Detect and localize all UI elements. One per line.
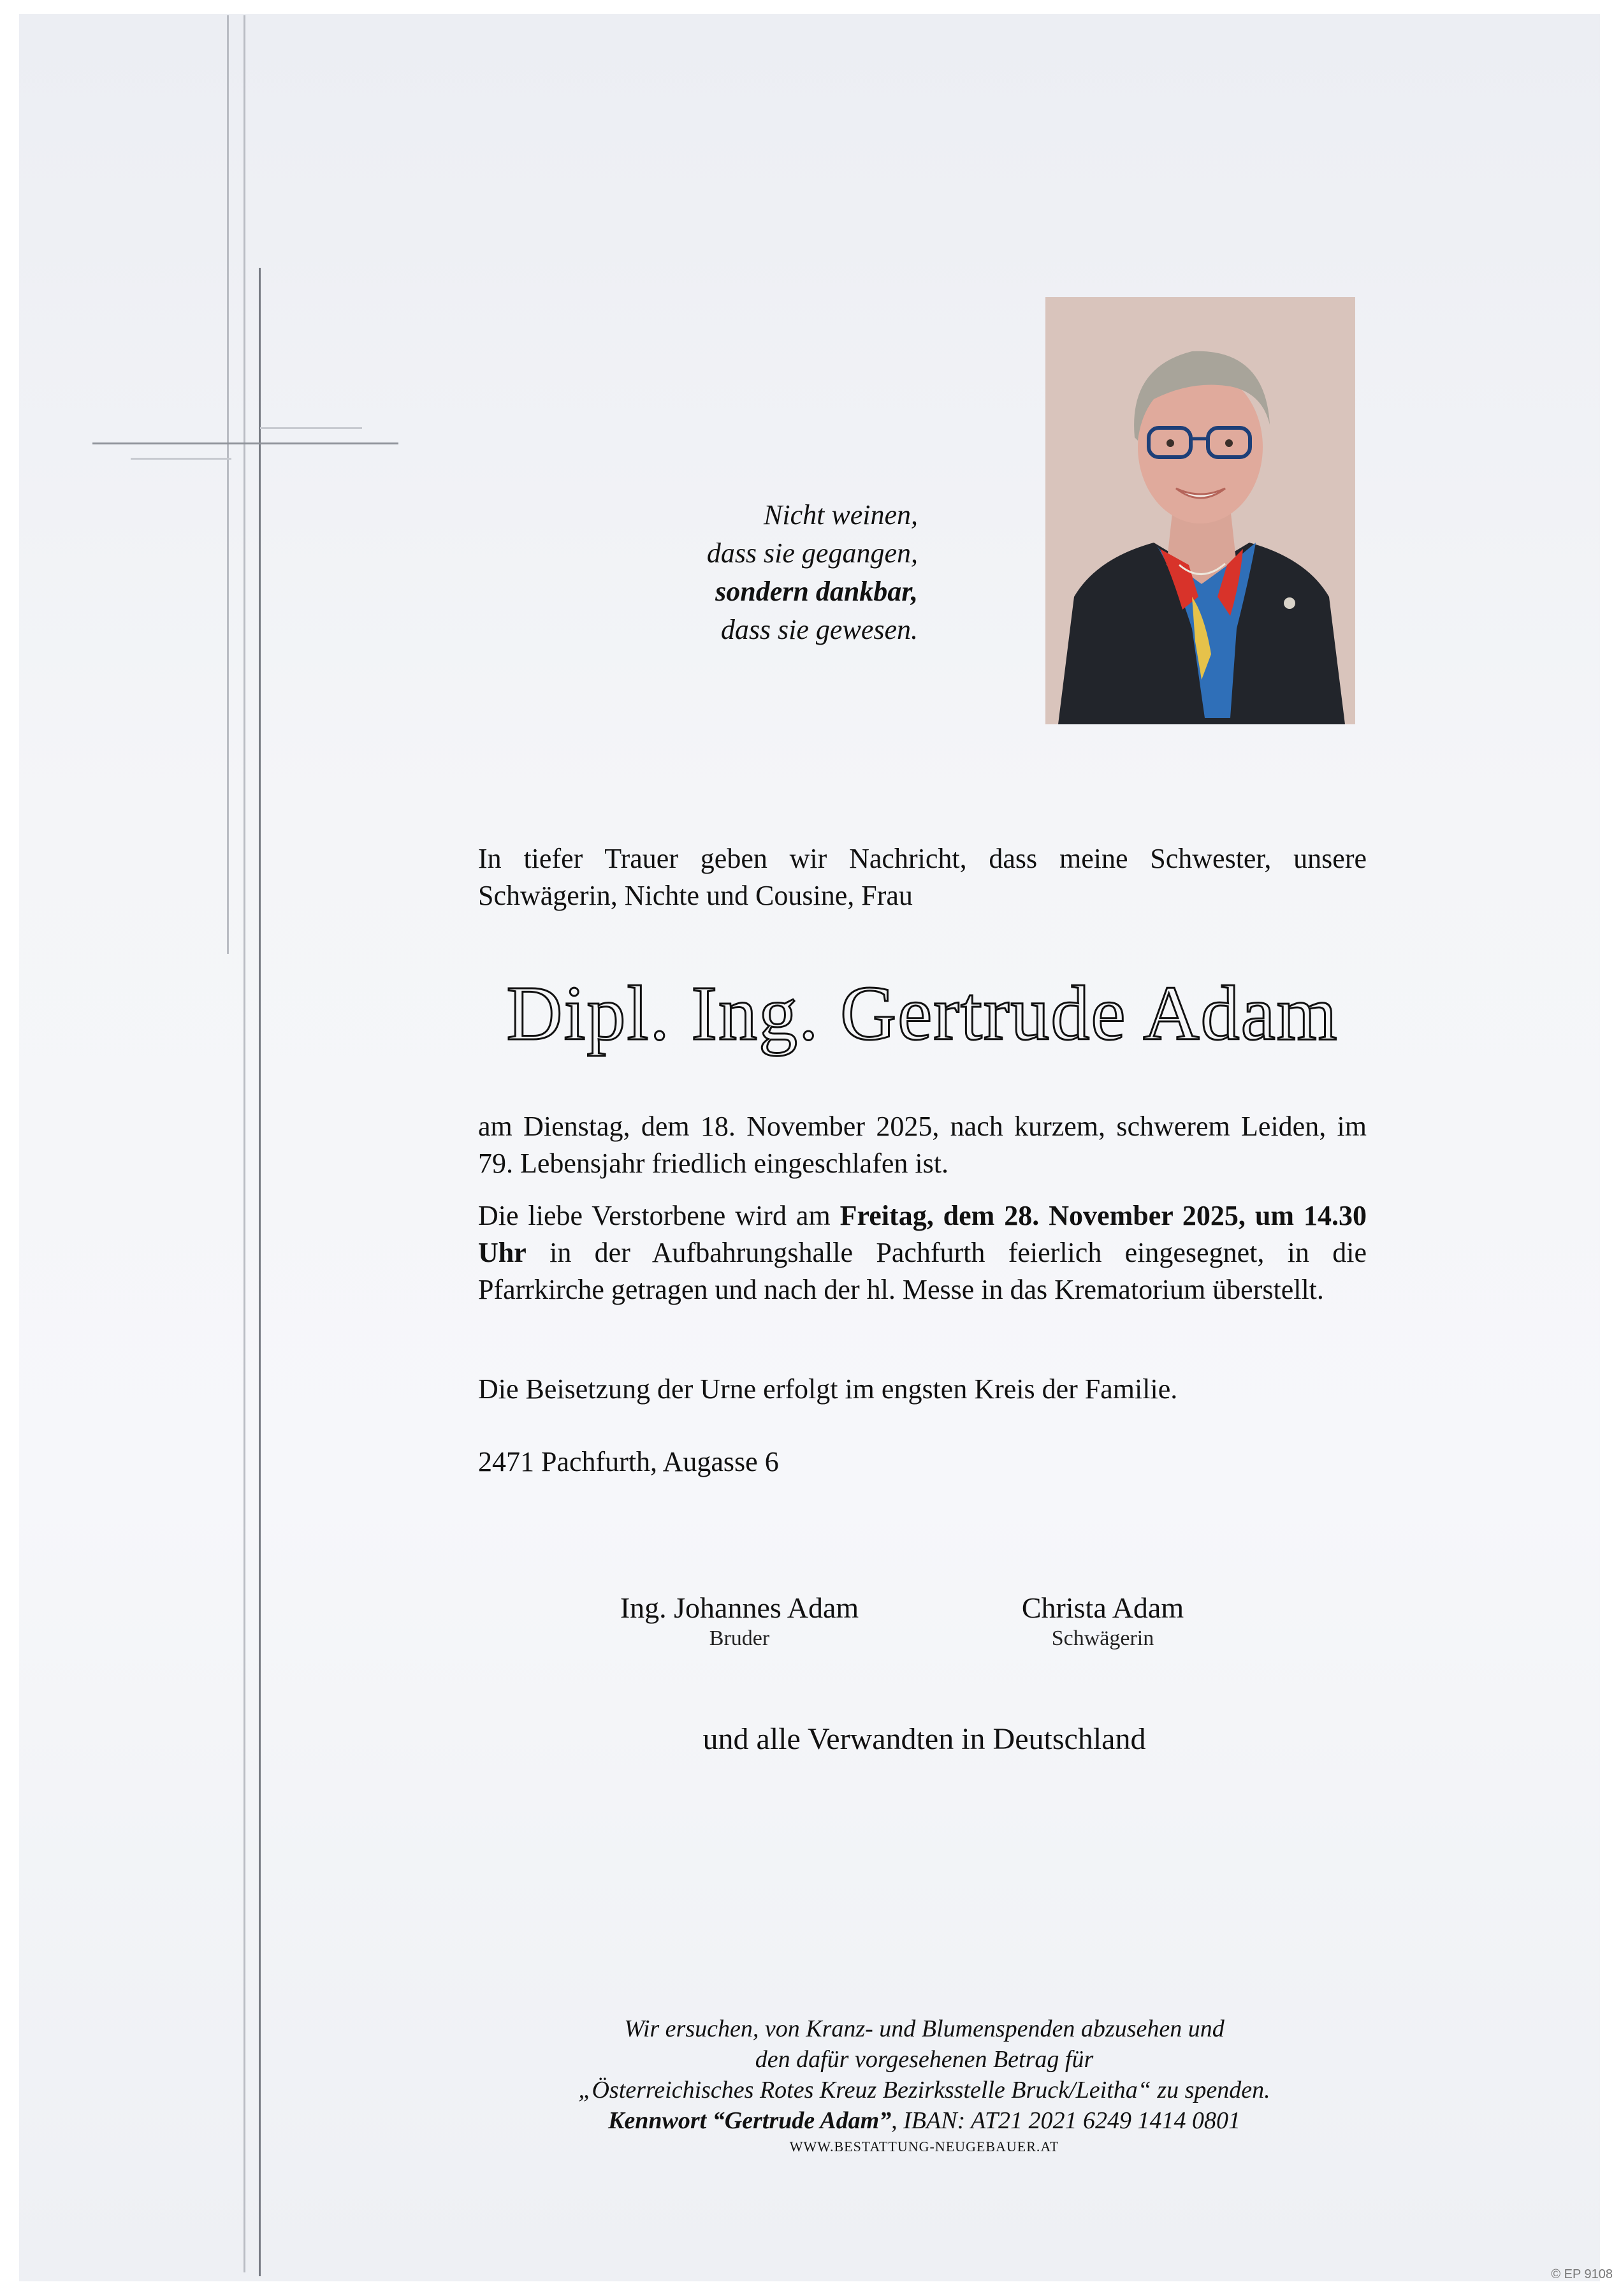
address: 2471 Pachfurth, Augasse 6 <box>478 1446 779 1477</box>
frame-line-left <box>227 15 229 954</box>
cross-vertical-line <box>259 268 261 2276</box>
donation-line <box>497 2105 1351 2136</box>
poem-line: dass sie gegangen, <box>706 537 918 569</box>
poem-line-bold: sondern dankbar, <box>715 576 918 607</box>
urn-notice: Die Beisetzung der Urne erfolgt im engsten Kreis der Familie. <box>478 1373 1178 1405</box>
poem-line: dass sie gewesen. <box>720 614 918 645</box>
mourner <box>956 1590 1249 1651</box>
intro-text: In tiefer Trauer geben wir Nachricht, dass meine Schwester, unsere Schwägerin, Nichte und Cousine, Frau <box>478 843 1367 911</box>
frame-line-main <box>244 15 245 2272</box>
death-notice: am Dienstag, dem 18. November 2025, nach kurzem, schwerem Leiden, im 79. Lebensjahr friedlich eingeschlafen ist. <box>478 1111 1367 1179</box>
funeral-text: Die liebe Verstorbene wird am <box>478 1200 840 1231</box>
funeral-details <box>478 1197 1367 1308</box>
mourner-name: Ing. Johannes Adam <box>620 1591 859 1624</box>
relatives-line: und alle Verwandten in Deutschland <box>702 1722 1146 1756</box>
donation-line: „Österreichisches Rotes Kreuz Bezirksstelle Bruck/Leitha“ zu spenden. <box>578 2077 1270 2103</box>
donation-keyword: Kennwort “Gertrude Adam” <box>608 2107 892 2134</box>
template-code: © EP 9108 <box>1551 2267 1613 2281</box>
portrait-illustration <box>1045 297 1355 724</box>
funeral-date: Freitag, dem 28. November 2025, um 14.30 Uhr <box>478 1200 1367 1268</box>
cross-horizontal-line <box>92 442 398 444</box>
poem-quote <box>561 496 918 649</box>
mourner-role: Schwägerin <box>1051 1627 1154 1650</box>
deceased-name: Dipl. Ing. Gertrude Adam <box>506 970 1339 1057</box>
donation-line: Wir ersuchen, von Kranz- und Blumenspenden abzusehen und <box>624 2015 1225 2042</box>
donation-request <box>497 2014 1351 2136</box>
donation-line: den dafür vorgesehenen Betrag für <box>755 2046 1094 2073</box>
mourner <box>580 1590 899 1651</box>
cross-horizontal-line-lower <box>131 458 231 460</box>
website-link[interactable]: WWW.BESTATTUNG-NEUGEBAUER.AT <box>789 2139 1059 2154</box>
portrait-photo <box>1045 297 1355 724</box>
mourner-role: Bruder <box>709 1627 770 1650</box>
poem-line: Nicht weinen, <box>764 499 918 530</box>
mourner-name: Christa Adam <box>1021 1591 1184 1624</box>
funeral-text-rest: in der Aufbahrungshalle Pachfurth feierlich eingesegnet, in die Pfarrkirche getragen und nach der hl. Messe in das Krematorium überstellt. <box>478 1237 1367 1305</box>
cross-horizontal-line-upper <box>260 427 362 429</box>
donation-iban: , IBAN: AT21 2021 6249 1414 0801 <box>891 2107 1240 2134</box>
